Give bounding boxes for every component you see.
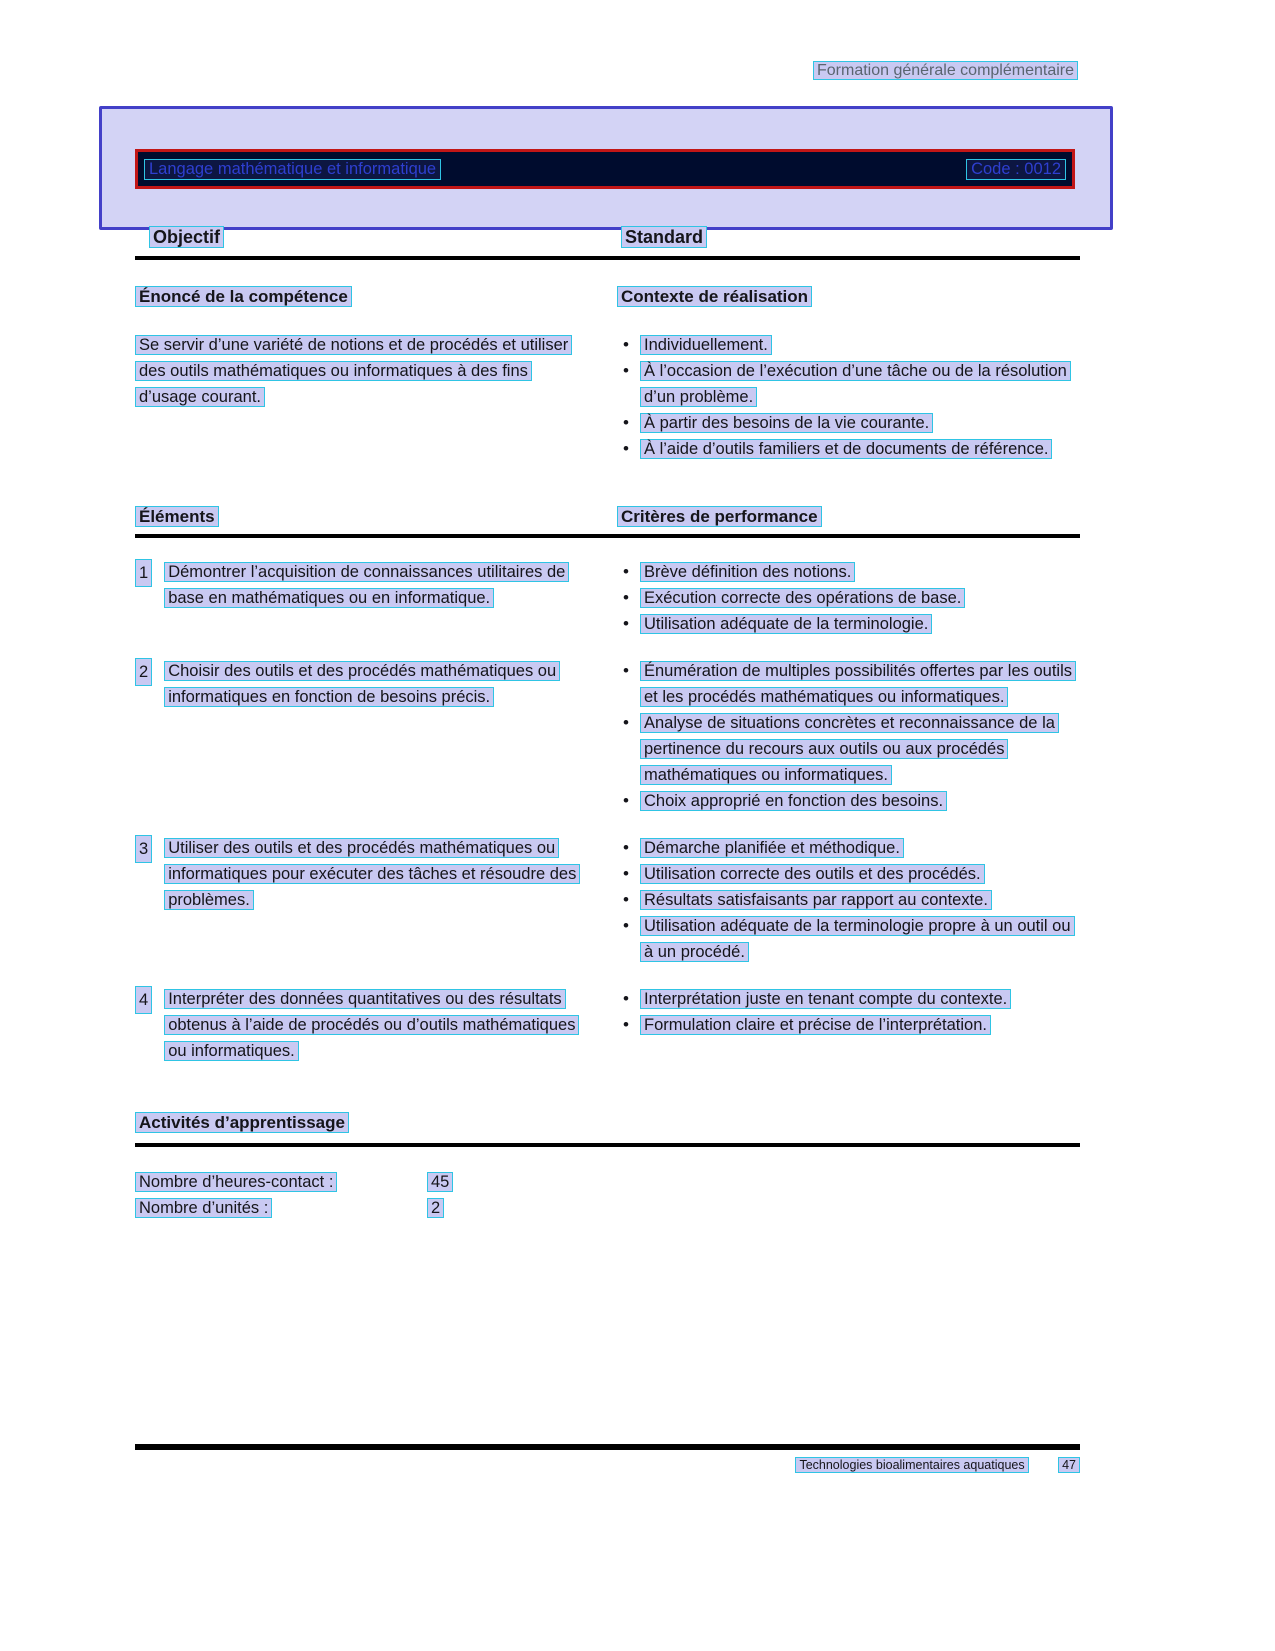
elements-criteres-row [135, 504, 1080, 530]
list-item [623, 436, 1080, 462]
criteria-text: Brève définition des notions. [640, 562, 855, 582]
criteria-text: Formulation claire et précise de l’interprétation. [640, 1015, 991, 1035]
list-item [623, 358, 1080, 410]
horizontal-rule [135, 534, 1080, 538]
enonce-heading-cell [135, 284, 617, 310]
criteria-list [617, 986, 1080, 1064]
criteria-text: Énumération de multiples possibilités offertes par les outils et les procédés mathématiques ou informatiques. [640, 661, 1076, 707]
unites-value-cell [427, 1195, 444, 1221]
footer-rule [135, 1444, 1080, 1450]
criteria-item [623, 986, 1080, 1012]
criteria-item [623, 913, 1080, 965]
criteria-text: Utilisation adéquate de la terminologie. [640, 614, 932, 634]
list-item-text: Individuellement. [640, 335, 772, 355]
criteria-item [623, 861, 1080, 887]
criteria-item [623, 788, 1080, 814]
contexte-heading: Contexte de réalisation [617, 286, 812, 307]
enonce-contexte-row [135, 284, 1080, 310]
criteria-text: Résultats satisfaisants par rapport au contexte. [640, 890, 992, 910]
bullet-icon [623, 410, 640, 436]
criteria-list [617, 658, 1080, 814]
criteria-list [617, 835, 1080, 965]
enonce-contexte-body [135, 332, 1080, 462]
element-cell [135, 658, 617, 814]
running-header [135, 62, 1078, 80]
element-row [135, 986, 1080, 1064]
horizontal-rule [135, 1143, 1080, 1147]
criteria-text: Exécution correcte des opérations de base. [640, 588, 965, 608]
course-title-frame [99, 106, 1113, 230]
criteria-item [623, 1012, 1080, 1038]
list-item [623, 332, 1080, 358]
unites-value: 2 [427, 1198, 444, 1218]
criteria-text: Choix approprié en fonction des besoins. [640, 791, 947, 811]
objectif-heading-cell [135, 224, 617, 251]
list-item-text: À l’aide d’outils familiers et de documents de référence. [640, 439, 1052, 459]
document-body [135, 224, 1080, 1221]
criteria-item [623, 611, 1080, 637]
running-header-text: Formation générale complémentaire [813, 61, 1078, 80]
activites-heading: Activités d’apprentissage [135, 1112, 349, 1133]
bullet-icon [623, 788, 640, 814]
hours-table [135, 1169, 1080, 1221]
footer-text: Technologies bioalimentaires aquatiques [795, 1457, 1028, 1473]
bullet-icon [623, 835, 640, 861]
criteria-list [617, 559, 1080, 637]
element-text: Interpréter des données quantitatives ou des résultats obtenus à l’aide de procédés ou d’outils mathématiques ou informatiques. [164, 989, 579, 1061]
bullet-icon [623, 358, 640, 410]
criteria-text: Démarche planifiée et méthodique. [640, 838, 904, 858]
criteria-item [623, 835, 1080, 861]
course-code: Code : 0012 [966, 159, 1066, 180]
bullet-icon [623, 585, 640, 611]
standard-heading: Standard [621, 226, 707, 248]
hours-label-cell [135, 1169, 427, 1195]
element-text: Démontrer l’acquisition de connaissances utilitaires de base en mathématiques ou en informatique. [164, 562, 569, 608]
criteria-text: Analyse de situations concrètes et reconnaissance de la pertinence du recours aux outils ou aux procédés mathématiques ou informatiques. [640, 713, 1059, 785]
bullet-icon [623, 332, 640, 358]
elements-heading: Éléments [135, 506, 219, 527]
objectif-standard-row [135, 224, 1080, 251]
page-footer [135, 1458, 1080, 1472]
standard-heading-cell [617, 224, 1080, 251]
element-number: 3 [135, 835, 152, 863]
element-row [135, 658, 1080, 814]
bullet-icon [623, 710, 640, 788]
element-row [135, 835, 1080, 965]
element-row [135, 559, 1080, 637]
heures-contact-value: 45 [427, 1172, 453, 1192]
footer-page-number: 47 [1058, 1457, 1080, 1473]
criteria-item [623, 585, 1080, 611]
enonce-body-wrap [135, 332, 589, 410]
hours-value-cell [427, 1169, 453, 1195]
bullet-icon [623, 861, 640, 887]
bullet-icon [623, 1012, 640, 1038]
element-cell [135, 559, 617, 637]
enonce-heading: Énoncé de la compétence [135, 286, 352, 307]
unites-label: Nombre d’unités : [135, 1198, 272, 1218]
course-title: Langage mathématique et informatique [144, 159, 441, 180]
element-number: 4 [135, 986, 152, 1014]
element-number: 2 [135, 658, 152, 686]
horizontal-rule [135, 256, 1080, 260]
element-cell [135, 835, 617, 965]
bullet-icon [623, 986, 640, 1012]
unites-label-cell [135, 1195, 427, 1221]
criteria-text: Interprétation juste en tenant compte du contexte. [640, 989, 1011, 1009]
bullet-icon [623, 611, 640, 637]
element-number: 1 [135, 559, 152, 587]
bullet-icon [623, 559, 640, 585]
list-item [623, 410, 1080, 436]
element-cell [135, 986, 617, 1064]
list-item-text: À partir des besoins de la vie courante. [640, 413, 933, 433]
criteres-heading: Critères de performance [617, 506, 822, 527]
element-text: Choisir des outils et des procédés mathématiques ou informatiques en fonction de besoins précis. [164, 661, 560, 707]
list-item-text: À l’occasion de l’exécution d’une tâche ou de la résolution d’un problème. [640, 361, 1071, 407]
objectif-heading: Objectif [149, 226, 224, 248]
element-text: Utiliser des outils et des procédés mathématiques ou informatiques pour exécuter des tâches et résoudre des problèmes. [164, 838, 580, 910]
criteria-item [623, 559, 1080, 585]
criteria-text: Utilisation correcte des outils et des procédés. [640, 864, 985, 884]
course-title-bar [135, 149, 1075, 189]
criteria-item [623, 658, 1080, 710]
criteria-item [623, 710, 1080, 788]
enonce-body-cell [135, 332, 617, 462]
bullet-icon [623, 913, 640, 965]
bullet-icon [623, 887, 640, 913]
contexte-heading-cell [617, 284, 1080, 310]
criteria-item [623, 887, 1080, 913]
criteria-text: Utilisation adéquate de la terminologie propre à un outil ou à un procédé. [640, 916, 1075, 962]
elements-heading-cell [135, 504, 617, 530]
activites-section [135, 1110, 1080, 1221]
bullet-icon [623, 658, 640, 710]
enonce-body-text: Se servir d’une variété de notions et de procédés et utiliser des outils mathématiques ou informatiques à des fins d’usage courant. [135, 335, 572, 407]
contexte-list [617, 332, 1080, 462]
heures-contact-label: Nombre d’heures-contact : [135, 1172, 337, 1192]
bullet-icon [623, 436, 640, 462]
criteres-heading-cell [617, 504, 1080, 530]
